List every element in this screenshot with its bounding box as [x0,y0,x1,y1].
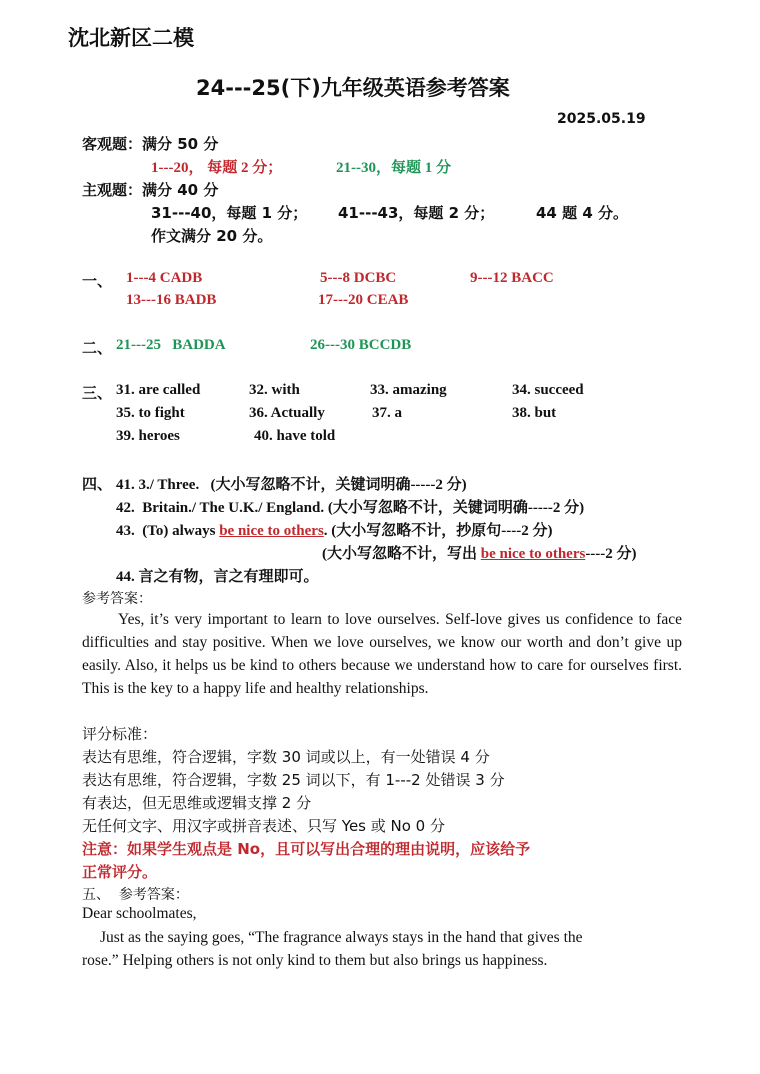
q41-answer: 41. 3./ Three. (大小写忽略不计，关键词明确-----2 分) [116,477,467,493]
section2-number: 二、 [82,339,113,357]
section3-answer: 32. with [249,382,300,398]
q43-key-phrase: be nice to others [219,523,324,539]
criteria-label: 评分标准： [82,725,158,743]
subjective-rule-b: 41---43，每题 2 分； [338,204,495,222]
district-label: 沈北新区二模 [68,26,194,50]
objective-label: 客观题：满分 50 分 [82,135,219,153]
q44-answer: 44. 言之有物，言之有理即可。 [116,569,319,585]
section3-answer: 34. succeed [512,382,584,398]
section1-answers-c: 9---12 BACC [470,270,554,286]
note-line-1: 注意：如果学生观点是 No，且可以写出合理的理由说明，应该给予 [82,840,531,858]
q43-alt-suffix: ----2 分) [585,546,637,562]
section4-number: 四、 [82,475,113,493]
section3-answer: 31. are called [116,382,201,398]
q43-alt-answer [322,542,637,563]
subjective-rule-c: 44 题 4 分。 [536,204,628,222]
criteria-item: 表达有思维，符合逻辑，字数 30 词或以上，有一处错误 4 分 [82,748,490,766]
q43-answer [116,519,553,540]
q43-alt-prefix: (大小写忽略不计，写出 [322,546,481,562]
note-line-2: 正常评分。 [82,863,158,881]
section5-label: 五、 参考答案： [82,887,189,903]
section3-answer: 37. a [372,405,402,421]
section2-answers-b: 26---30 BCCDB [310,337,412,353]
section1-answers-d: 13---16 BADB [126,292,217,308]
letter-greeting: Dear schoolmates, [82,905,197,922]
section3-answer: 39. heroes [116,428,180,444]
date-label: 2025.05.19 [557,111,646,127]
q43-alt-key-phrase: be nice to others [480,546,586,562]
section3-answer: 35. to fight [116,405,185,421]
reference-label: 参考答案： [82,591,152,607]
q43-suffix: . (大小写忽略不计，抄原句----2 分) [323,523,553,539]
criteria-item: 无任何文字、用汉字或拼音表述、只写 Yes 或 No 0 分 [82,817,445,835]
reference-answer-text: Yes, it’s very important to learn to love ourselves. Self-love gives us confidence to face difficulties and stay positive. When we love ourselves, we know our worth and don’t give up easily. Also, it helps us be kind to others because we understand how to care for ourselves first. This is the key to a happy life and healthy relationships. [82,611,682,697]
section1-answers-e: 17---20 CEAB [318,292,409,308]
section3-answer: 40. have told [254,428,336,444]
section3-number: 三、 [82,384,113,402]
section1-answers-b: 5---8 DCBC [320,270,397,286]
q43-prefix: 43. (To) always [116,523,220,539]
criteria-item: 有表达，但无思维或逻辑支撑 2 分 [82,794,312,812]
criteria-item: 表达有思维，符合逻辑，字数 25 词以下，有 1---2 处错误 3 分 [82,771,505,789]
objective-rule-a: 1---20， 每题 2 分； [151,160,283,176]
subjective-label: 主观题：满分 40 分 [82,181,219,199]
subjective-rule-a: 31---40，每题 1 分； [151,204,308,222]
section3-answer: 38. but [512,405,557,421]
section1-answers-a: 1---4 CADB [126,270,203,286]
section1-number: 一、 [82,272,113,290]
essay-rule: 作文满分 20 分。 [151,227,273,245]
q42-answer: 42. Britain./ The U.K./ England. (大小写忽略不计，关键词明确-----2 分) [116,500,585,516]
objective-rule-b: 21--30，每题 1 分 [336,160,451,176]
section3-answer: 33. amazing [370,382,447,398]
letter-body: Just as the saying goes, “The fragrance always stays in the hand that gives the rose.” Helping others is not only kind to them but also brings us happiness. [82,929,583,969]
section3-answer: 36. Actually [249,405,325,421]
section2-answers-a: 21---25 BADDA [116,337,226,353]
page-title: 24---25(下)九年级英语参考答案 [196,76,510,100]
